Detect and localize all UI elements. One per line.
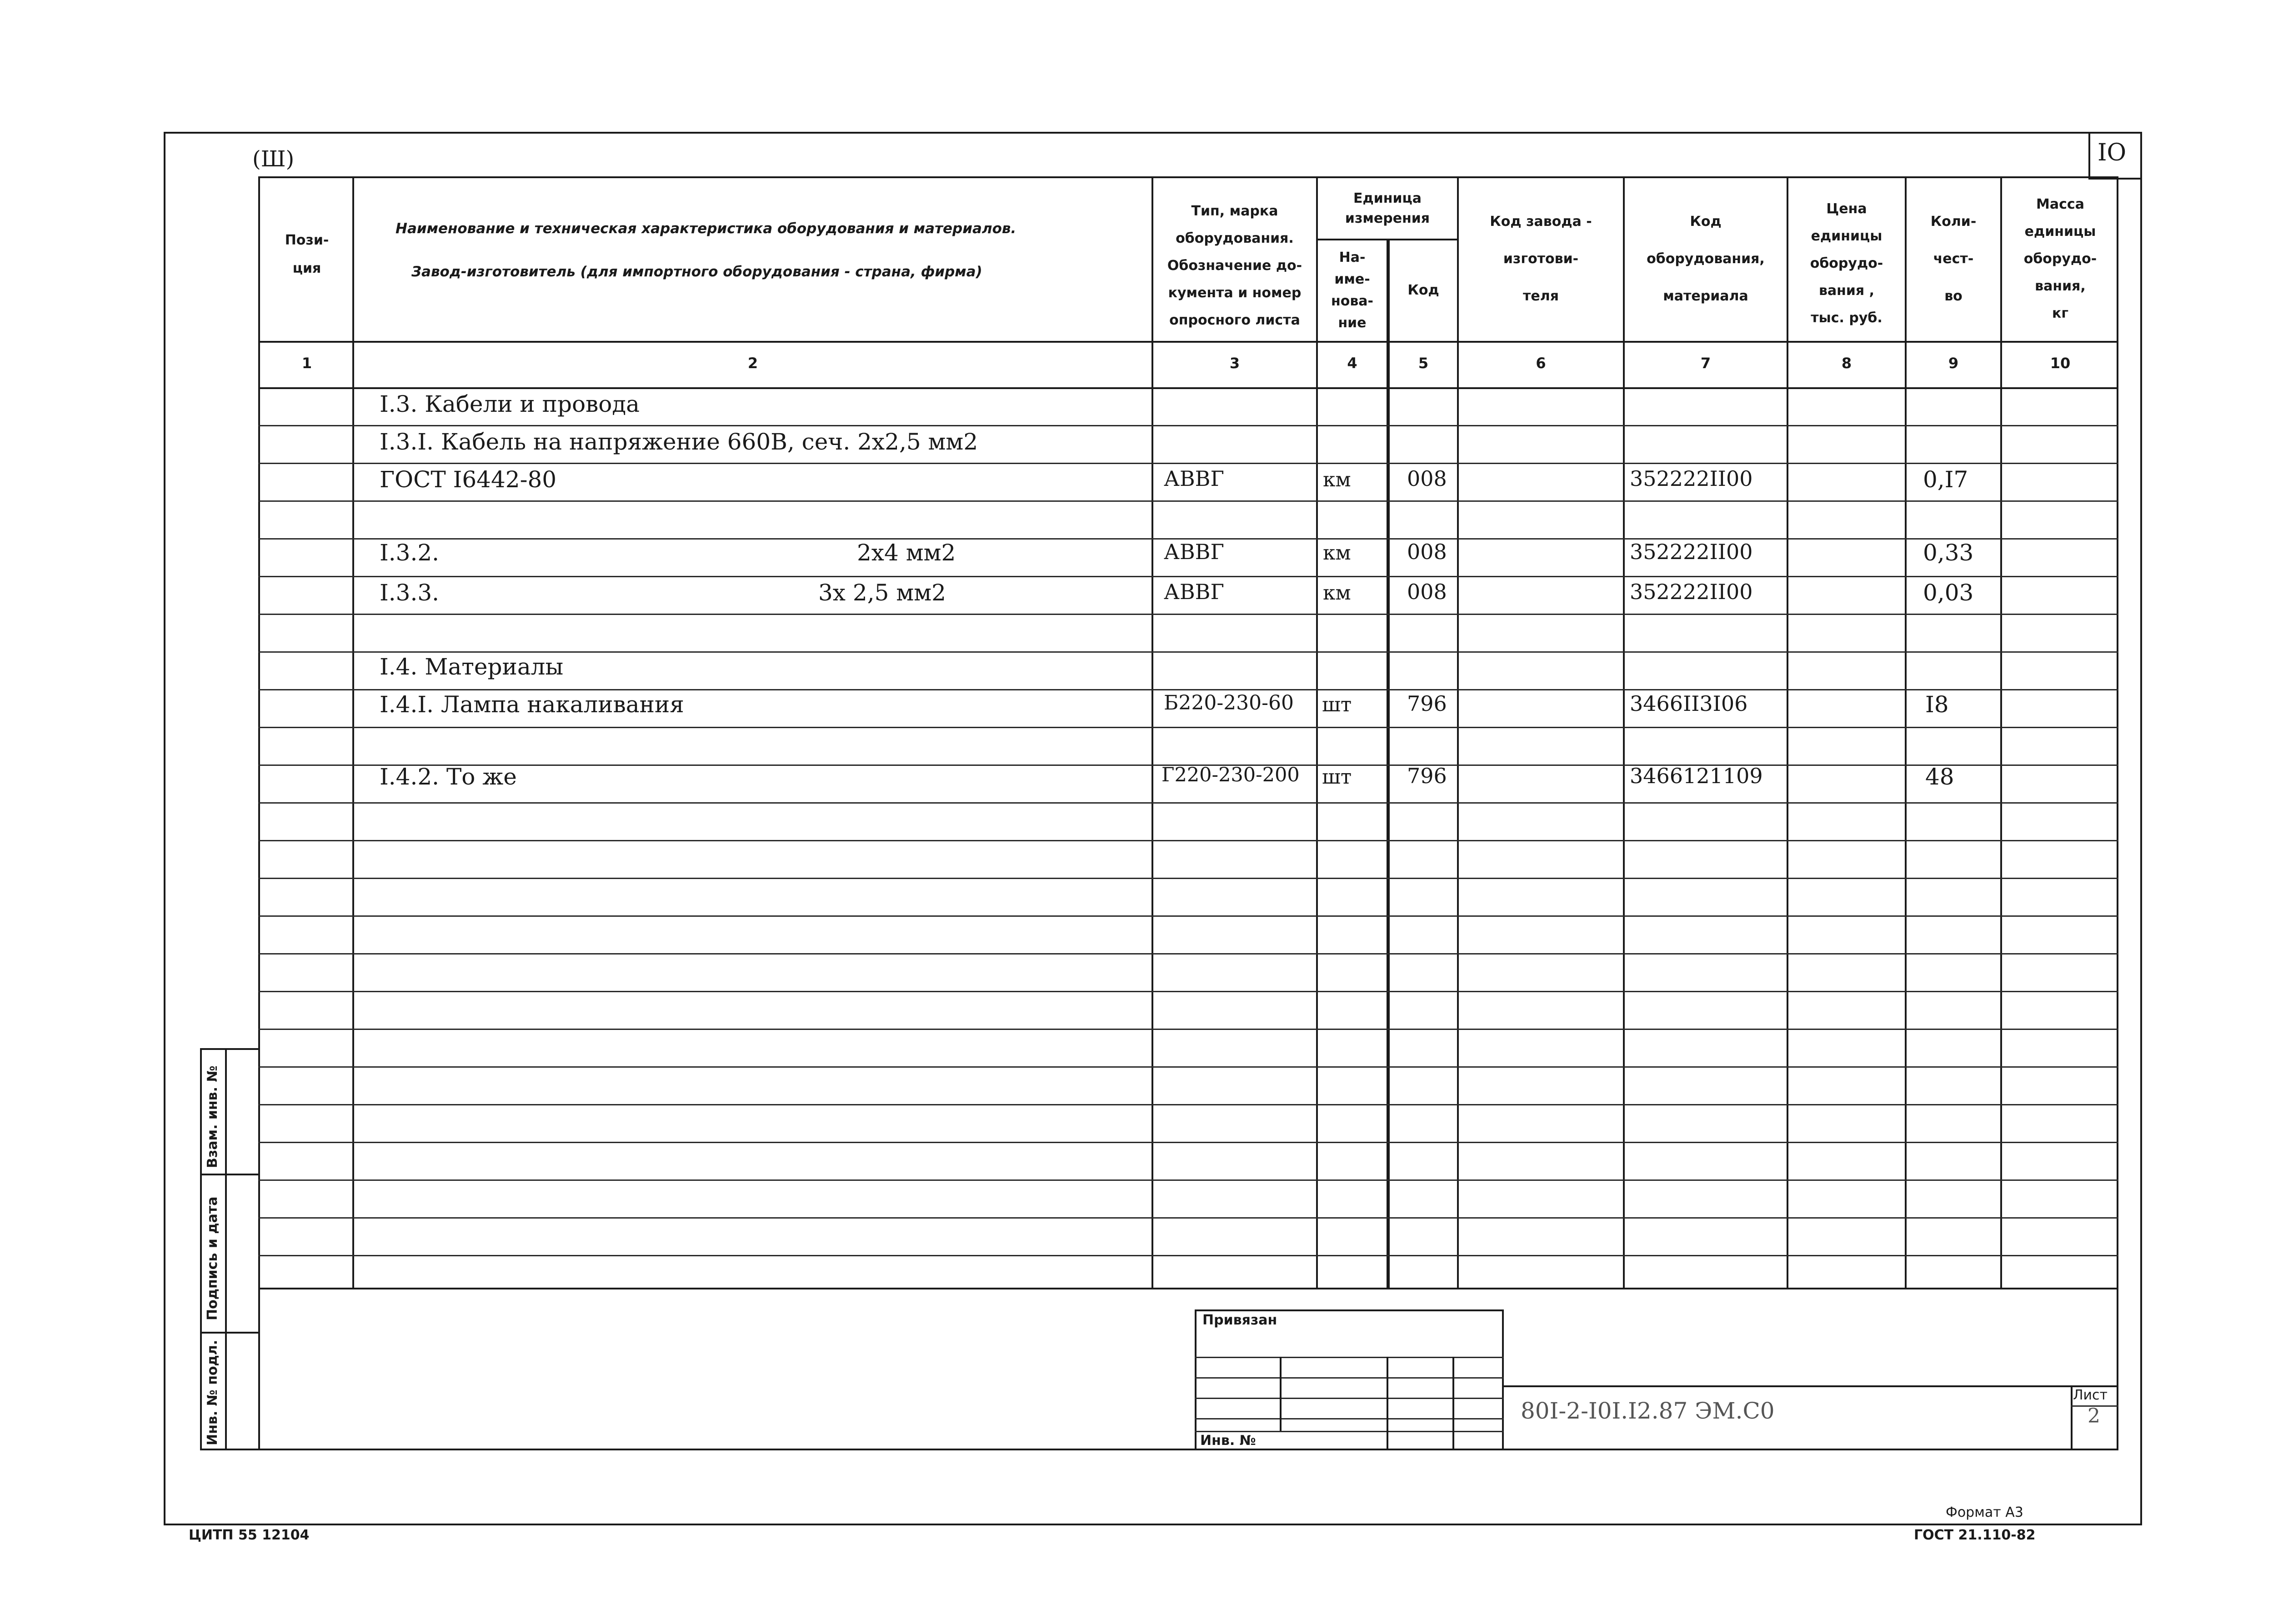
row-line xyxy=(258,1179,2118,1181)
col-line-2 xyxy=(1152,176,1153,1289)
header-name-line2: Завод-изготовитель (для импортного оборудования - страна, фирма) xyxy=(411,264,982,280)
col-line-8 xyxy=(1905,176,1907,1289)
privyazan-line xyxy=(1195,1357,1504,1358)
page-mark: (Ш) xyxy=(252,146,295,172)
row-line xyxy=(258,463,2118,464)
header-price: Цена единицы оборудо- вания , тыс. руб. xyxy=(1810,201,1883,326)
row-unit: шт xyxy=(1322,765,1352,789)
doc-code-top xyxy=(1504,1385,2118,1387)
list-label: Лист xyxy=(2073,1387,2108,1403)
row-unit: км xyxy=(1323,581,1351,605)
row-name: I.4.2. То же xyxy=(380,764,517,790)
col-line-6 xyxy=(1623,176,1625,1289)
privyazan-col xyxy=(1387,1357,1388,1450)
col-line-5 xyxy=(1457,176,1459,1289)
privyazan-line xyxy=(1195,1418,1504,1419)
row-line xyxy=(258,651,2118,653)
colnum-7: 7 xyxy=(1700,355,1711,372)
side-podpis: Подпись и дата xyxy=(205,1196,220,1320)
row-code: 008 xyxy=(1407,580,1447,604)
row-line xyxy=(258,727,2118,728)
row-code: 796 xyxy=(1407,764,1447,788)
row-equip-code: 352222II00 xyxy=(1630,466,1753,491)
col-line-3 xyxy=(1316,176,1318,1289)
unit-group-divider xyxy=(1316,239,1457,240)
row-line xyxy=(258,1142,2118,1143)
col-line-4 xyxy=(1387,239,1390,1289)
row-unit: км xyxy=(1323,468,1351,491)
row-code: 008 xyxy=(1407,540,1447,564)
row-line xyxy=(258,1104,2118,1105)
colnum-divider xyxy=(258,387,2118,389)
privyazan-box xyxy=(1195,1309,1504,1450)
row-line xyxy=(258,915,2118,917)
header-name-line1: Наименование и техническая характеристика оборудования и материалов. xyxy=(396,220,1016,237)
colnum-9: 9 xyxy=(1948,355,1959,372)
footer-left: ЦИТП 55 12104 xyxy=(189,1527,310,1543)
row-line xyxy=(258,991,2118,992)
row-qty: 0,I7 xyxy=(1923,466,1968,493)
privyazan-col xyxy=(1280,1357,1282,1431)
list-divider xyxy=(2071,1385,2073,1450)
colnum-5: 5 xyxy=(1418,355,1429,372)
row-line xyxy=(258,425,2118,426)
header-type: Тип, марка оборудования. Обозначение до- кумента и номер опросного листа xyxy=(1167,203,1302,328)
privyazan-line xyxy=(1195,1398,1504,1399)
colnum-3: 3 xyxy=(1229,355,1240,372)
privyazan-col xyxy=(1452,1357,1454,1450)
row-unit: км xyxy=(1323,541,1351,565)
row-line xyxy=(258,1255,2118,1256)
privyazan-line xyxy=(1195,1377,1504,1379)
inv-no-label: Инв. № xyxy=(1200,1433,1256,1449)
row-equip-code: 3466121109 xyxy=(1630,764,1763,788)
row-line xyxy=(258,878,2118,879)
row-line xyxy=(258,1066,2118,1068)
row-equip-code: 3466II3I06 xyxy=(1630,691,1748,716)
row-line xyxy=(258,840,2118,841)
row-qty: 0,03 xyxy=(1923,580,1974,606)
row-name: I.4.I. Лампа накаливания xyxy=(380,691,684,718)
footer-gost: ГОСТ 21.110-82 xyxy=(1914,1527,2036,1543)
colnum-6: 6 xyxy=(1536,355,1546,372)
row-line xyxy=(258,1217,2118,1219)
row-qty: 0,33 xyxy=(1923,540,1974,566)
row-line xyxy=(258,614,2118,615)
row-code: 796 xyxy=(1407,691,1447,716)
header-unit-name: На- име- нова- ние xyxy=(1331,250,1374,331)
side-inv: Инв. № подл. xyxy=(205,1339,220,1445)
colnum-4: 4 xyxy=(1347,355,1357,372)
row-name: I.4. Материалы xyxy=(380,654,564,680)
row-type: Б220-230-60 xyxy=(1164,691,1294,715)
row-name: I.3.3. xyxy=(380,580,440,606)
row-line xyxy=(258,953,2118,954)
row-line xyxy=(258,689,2118,690)
row-line xyxy=(258,802,2118,804)
row-name: I.3.I. Кабель на напряжение 660В, сеч. 2х2,5 мм2 xyxy=(380,429,978,455)
side-stamp-sep-2 xyxy=(200,1332,258,1334)
privyazan-label: Привязан xyxy=(1202,1312,1277,1328)
footer-format: Формат А3 xyxy=(1946,1504,2023,1520)
row-name: I.3. Кабели и провода xyxy=(380,391,640,417)
header-unit-group: Единица измерения xyxy=(1345,190,1430,226)
header-quantity: Коли- чест- во xyxy=(1930,214,1977,304)
row-qty: I8 xyxy=(1925,691,1949,718)
row-name-detail: 2х4 мм2 xyxy=(857,540,956,566)
side-stamp-divider xyxy=(225,1048,227,1450)
row-line xyxy=(258,500,2118,502)
row-unit: шт xyxy=(1322,693,1352,716)
row-equip-code: 352222II00 xyxy=(1630,580,1753,604)
colnum-8: 8 xyxy=(1841,355,1852,372)
row-equip-code: 352222II00 xyxy=(1630,540,1753,564)
col-line-9 xyxy=(2000,176,2002,1289)
colnum-1: 1 xyxy=(301,355,312,372)
sheet-number: IO xyxy=(2098,139,2127,166)
header-position: Пози- ция xyxy=(285,232,329,276)
col-line-1 xyxy=(352,176,354,1289)
row-name: ГОСТ I6442-80 xyxy=(380,466,557,493)
row-type: АВВГ xyxy=(1164,466,1224,491)
row-qty: 48 xyxy=(1925,764,1954,790)
row-line xyxy=(258,1029,2118,1030)
side-vzam: Взам. инв. № xyxy=(205,1065,220,1168)
row-name: I.3.2. xyxy=(380,540,440,566)
row-type: Г220-230-200 xyxy=(1162,764,1300,786)
side-stamp-sep-1 xyxy=(200,1174,258,1175)
row-name-detail: 3х 2,5 мм2 xyxy=(818,580,946,606)
row-code: 008 xyxy=(1407,466,1447,491)
row-line xyxy=(258,576,2118,577)
header-mass: Масса единицы оборудо- вания, кг xyxy=(2023,196,2097,321)
row-type: АВВГ xyxy=(1164,540,1224,564)
header-divider xyxy=(258,341,2118,343)
header-factory-code: Код завода - изготови- теля xyxy=(1490,214,1592,304)
grid-bottom xyxy=(258,1288,2118,1289)
list-value: 2 xyxy=(2088,1404,2100,1428)
header-unit-code: Код xyxy=(1407,282,1439,298)
header-equip-code: Код оборудования, материала xyxy=(1647,214,1765,304)
doc-code: 80I-2-I0I.I2.87 ЭМ.С0 xyxy=(1521,1398,1775,1424)
colnum-10: 10 xyxy=(2050,355,2071,372)
col-line-7 xyxy=(1787,176,1788,1289)
colnum-2: 2 xyxy=(747,355,758,372)
privyazan-line xyxy=(1195,1431,1504,1432)
row-type: АВВГ xyxy=(1164,580,1224,604)
